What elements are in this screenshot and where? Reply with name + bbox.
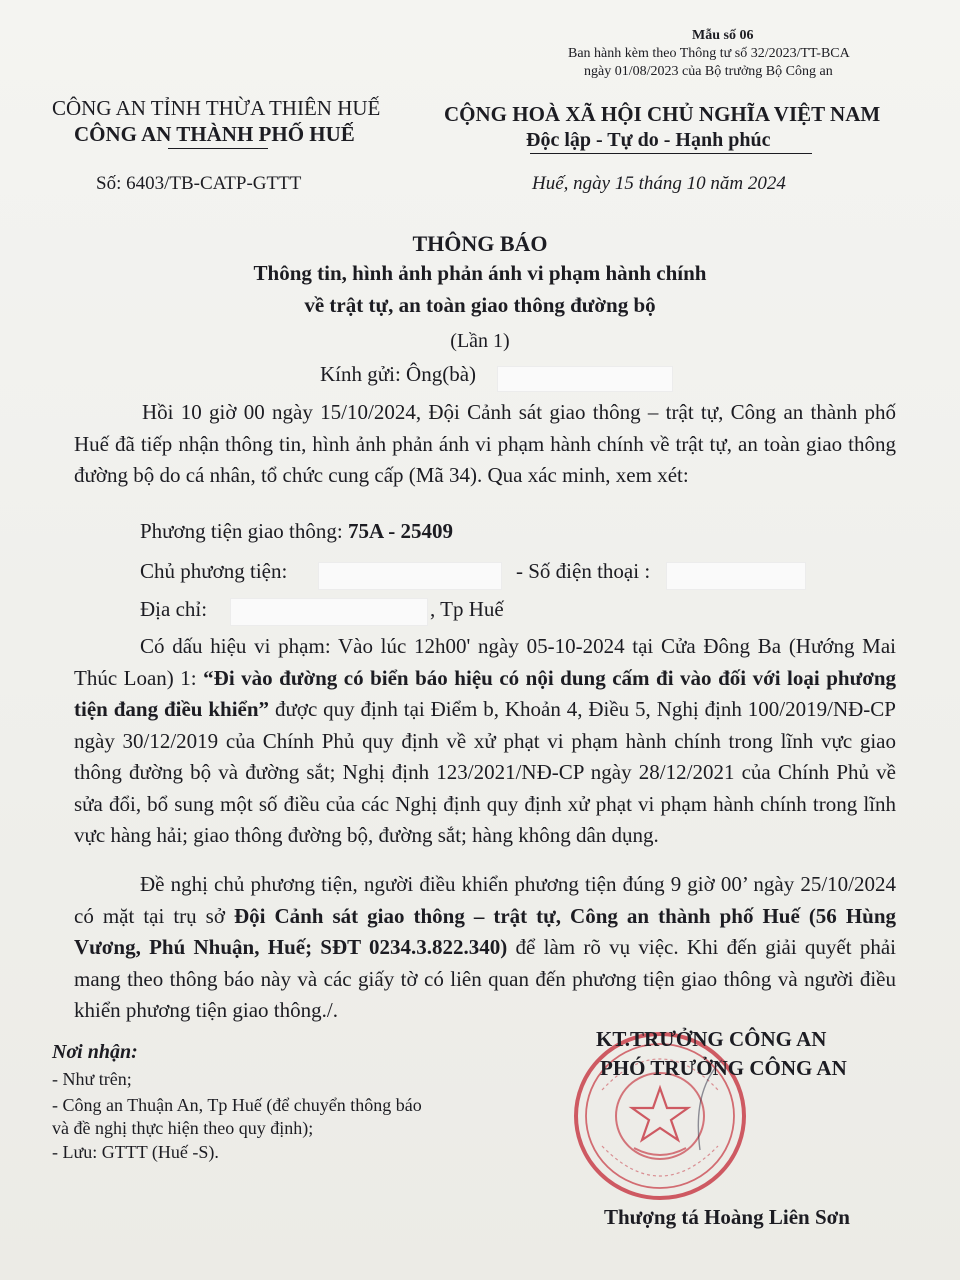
address-label: Địa chỉ: (140, 597, 208, 621)
document-number: Số: 6403/TB-CATP-GTTT (96, 173, 302, 194)
national-motto: Độc lập - Tự do - Hạnh phúc (526, 129, 771, 151)
redacted-phone-number (666, 562, 806, 590)
document-subtitle-line-1: Thông tin, hình ảnh phản ánh vi phạm hành chính (253, 261, 707, 285)
redacted-address (230, 598, 428, 626)
redacted-recipient-name (497, 366, 673, 392)
summons-office: Đội Cảnh sát giao thông – trật tự, Công an thành phố Huế (56 Hùng Vương, Phú Nhuận, Huế; SĐT 0234.3.822.340) (74, 903, 897, 959)
recipients-label: Nơi nhận: (52, 1041, 138, 1063)
document-title: THÔNG BÁO (412, 231, 548, 256)
vehicle-plate: 75A - 25409 (347, 519, 453, 543)
form-number: Mẫu số 06 (692, 28, 754, 43)
recipient-item: và đề nghị thực hiện theo quy định); (52, 1118, 314, 1138)
signer-name: Thượng tá Hoàng Liên Sơn (604, 1205, 850, 1229)
violation-lead: Có dấu hiệu vi phạm: Vào lúc 12h00' ngày 05-10-2024 tại Cửa Đông Ba (Hướng Mai Thúc Loan) 1: (74, 634, 896, 690)
owner-label: Chủ phương tiện: (140, 559, 288, 583)
signature-title-2: PHÓ TRƯỞNG CÔNG AN (600, 1056, 847, 1080)
national-title: CỘNG HOÀ XÃ HỘI CHỦ NGHĨA VIỆT NAM (444, 102, 881, 126)
intro-paragraph-text: Hồi 10 giờ 00 ngày 15/10/2024, Đội Cảnh sát giao thông – trật tự, Công an thành phố Huế đã tiếp nhận thông tin, hình ảnh phản ánh vi phạm hành chính về trật tự, an toàn giao thông đường bộ do cá nhân, tổ chức cung cấp (Mã 34). Qua xác minh, xem xét: (74, 400, 896, 487)
intro-paragraph (74, 397, 896, 492)
place-date: Huế, ngày 15 tháng 10 năm 2024 (532, 173, 786, 194)
redacted-owner-name (318, 562, 502, 590)
address-city: , Tp Huế (430, 597, 504, 621)
violation-description: “Đi vào đường có biển báo hiệu có nội dung cấm đi vào đối với loại phương tiện đang điều khiển” (74, 665, 897, 721)
phone-label: - Số điện thoại : (516, 559, 651, 583)
recipient-item: - Như trên; (52, 1069, 132, 1089)
summons-paragraph (74, 869, 896, 1027)
agency-name: CÔNG AN THÀNH PHỐ HUẾ (74, 122, 355, 146)
document-subtitle-line-2: về trật tự, an toàn giao thông đường bộ (304, 293, 656, 317)
agency-underline (168, 148, 268, 149)
agency-parent: CÔNG AN TỈNH THỪA THIÊN HUẾ (52, 96, 381, 120)
violation-paragraph (74, 631, 896, 852)
notice-count: (Lần 1) (450, 330, 510, 352)
vehicle-field (140, 519, 453, 544)
recipient-item: - Lưu: GTTT (Huế -S). (52, 1142, 219, 1162)
summons-rest: để làm rõ vụ việc. Khi đến giải quyết phải mang theo thông báo này và các giấy tờ có liên quan đến phương tiện giao thông và người điều khiển phương tiện giao thông./. (74, 935, 896, 1022)
signature-title-1: KT.TRƯỞNG CÔNG AN (596, 1027, 827, 1051)
form-issued-line-2: ngày 01/08/2023 của Bộ trưởng Bộ Công an (584, 64, 833, 79)
summons-lead: Đề nghị chủ phương tiện, người điều khiển phương tiện đúng 9 giờ 00’ ngày 25/10/2024 có mặt tại trụ sở (74, 872, 896, 928)
recipient-salutation: Kính gửi: Ông(bà) (320, 362, 477, 386)
form-issued-line-1: Ban hành kèm theo Thông tư số 32/2023/TT-BCA (568, 46, 850, 61)
violation-legal-basis: được quy định tại Điểm b, Khoản 4, Điều 5, Nghị định 100/2019/NĐ-CP ngày 30/12/2019 của Chính Phủ quy định về xử phạt vi phạm hành chính trong lĩnh vực giao thông đường bộ và đường sắt; Nghị định 123/2021/NĐ-CP ngày 28/12/2021 của Chính Phủ về sửa đổi, bổ sung một số điều của các Nghị định quy định xử phạt vi phạm hành chính trong lĩnh vực hàng hải; giao thông đường bộ, đường sắt; hàng không dân dụng. (74, 697, 896, 847)
vehicle-label: Phương tiện giao thông: (140, 519, 348, 543)
recipient-item: - Công an Thuận An, Tp Huế (để chuyển thông báo (52, 1095, 422, 1115)
motto-underline (530, 153, 812, 154)
